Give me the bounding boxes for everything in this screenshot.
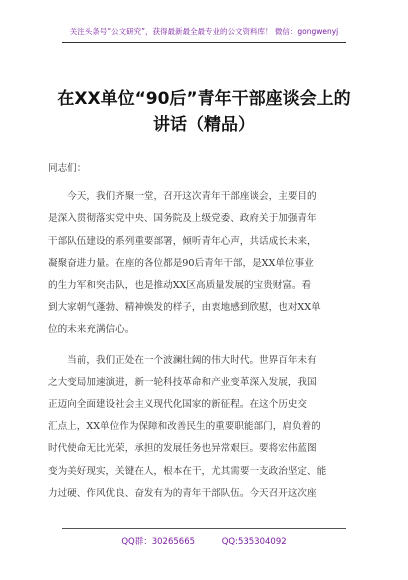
paragraph-2 (48, 350, 360, 505)
header-divider (62, 42, 346, 43)
paragraph-line: 汇点上，XX单位作为保障和改善民生的重要职能部门，肩负着的 (48, 421, 321, 433)
footer-divider (62, 528, 346, 529)
paragraph-line: 是深入贯彻落实党中央、国务院及上级党委、政府关于加强青年 (48, 213, 317, 225)
document-title (40, 86, 368, 138)
footer-qq-group: QQ群：30265665 (121, 537, 196, 547)
paragraph-line: 的生力军和突击队，也是推动XX区高质量发展的宝贵财富。看 (48, 280, 312, 292)
title-line-2: 讲话（精品） (153, 115, 255, 135)
paragraph-line: 正迈向全面建设社会主义现代化国家的新征程。在这个历史交 (48, 399, 308, 411)
footer-qq: QQ:535304092 (221, 537, 287, 547)
footer (0, 535, 408, 547)
paragraph-line: 之大变局加速演进，新一轮科技革命和产业变革深入发展，我国 (48, 376, 317, 388)
header-note: 关注头条号“公文研究”，获得最新最全最专业的公文资料库！ 微信：gongwenyj (69, 27, 339, 36)
paragraph-line: 当前，我们正处在一个波澜壮阔的伟大时代。世界百年未有 (48, 354, 317, 366)
paragraph-line: 位的未来充满信心。 (48, 324, 135, 336)
greeting: 同志们： (48, 163, 87, 174)
document-body (48, 158, 360, 513)
paragraph-line: 时代使命无比光荣，承担的发展任务也异常艰巨。要将宏伟蓝图 (48, 443, 317, 455)
paragraph-line: 力过硬、作风优良、奋发有为的青年干部队伍。今天召开这次座 (48, 487, 317, 499)
paragraph-line: 凝聚奋进力量。在座的各位都是90后青年干部，是XX单位事业 (48, 257, 314, 269)
paragraph-1 (48, 186, 360, 341)
paragraph-line: 干部队伍建设的系列重要部署，倾听青年心声，共话成长未来， (48, 235, 317, 247)
title-line-1: 在XX单位“90后”青年干部座谈会上的 (57, 89, 351, 109)
paragraph-line: 今天，我们齐聚一堂，召开这次青年干部座谈会，主要目的 (48, 191, 317, 203)
paragraph-line: 变为美好现实，关键在人，根本在干，尤其需要一支政治坚定、能 (48, 465, 327, 477)
paragraph-line: 到大家朝气蓬勃、精神焕发的样子，由衷地感到欣慰，也对XX单 (48, 302, 321, 314)
